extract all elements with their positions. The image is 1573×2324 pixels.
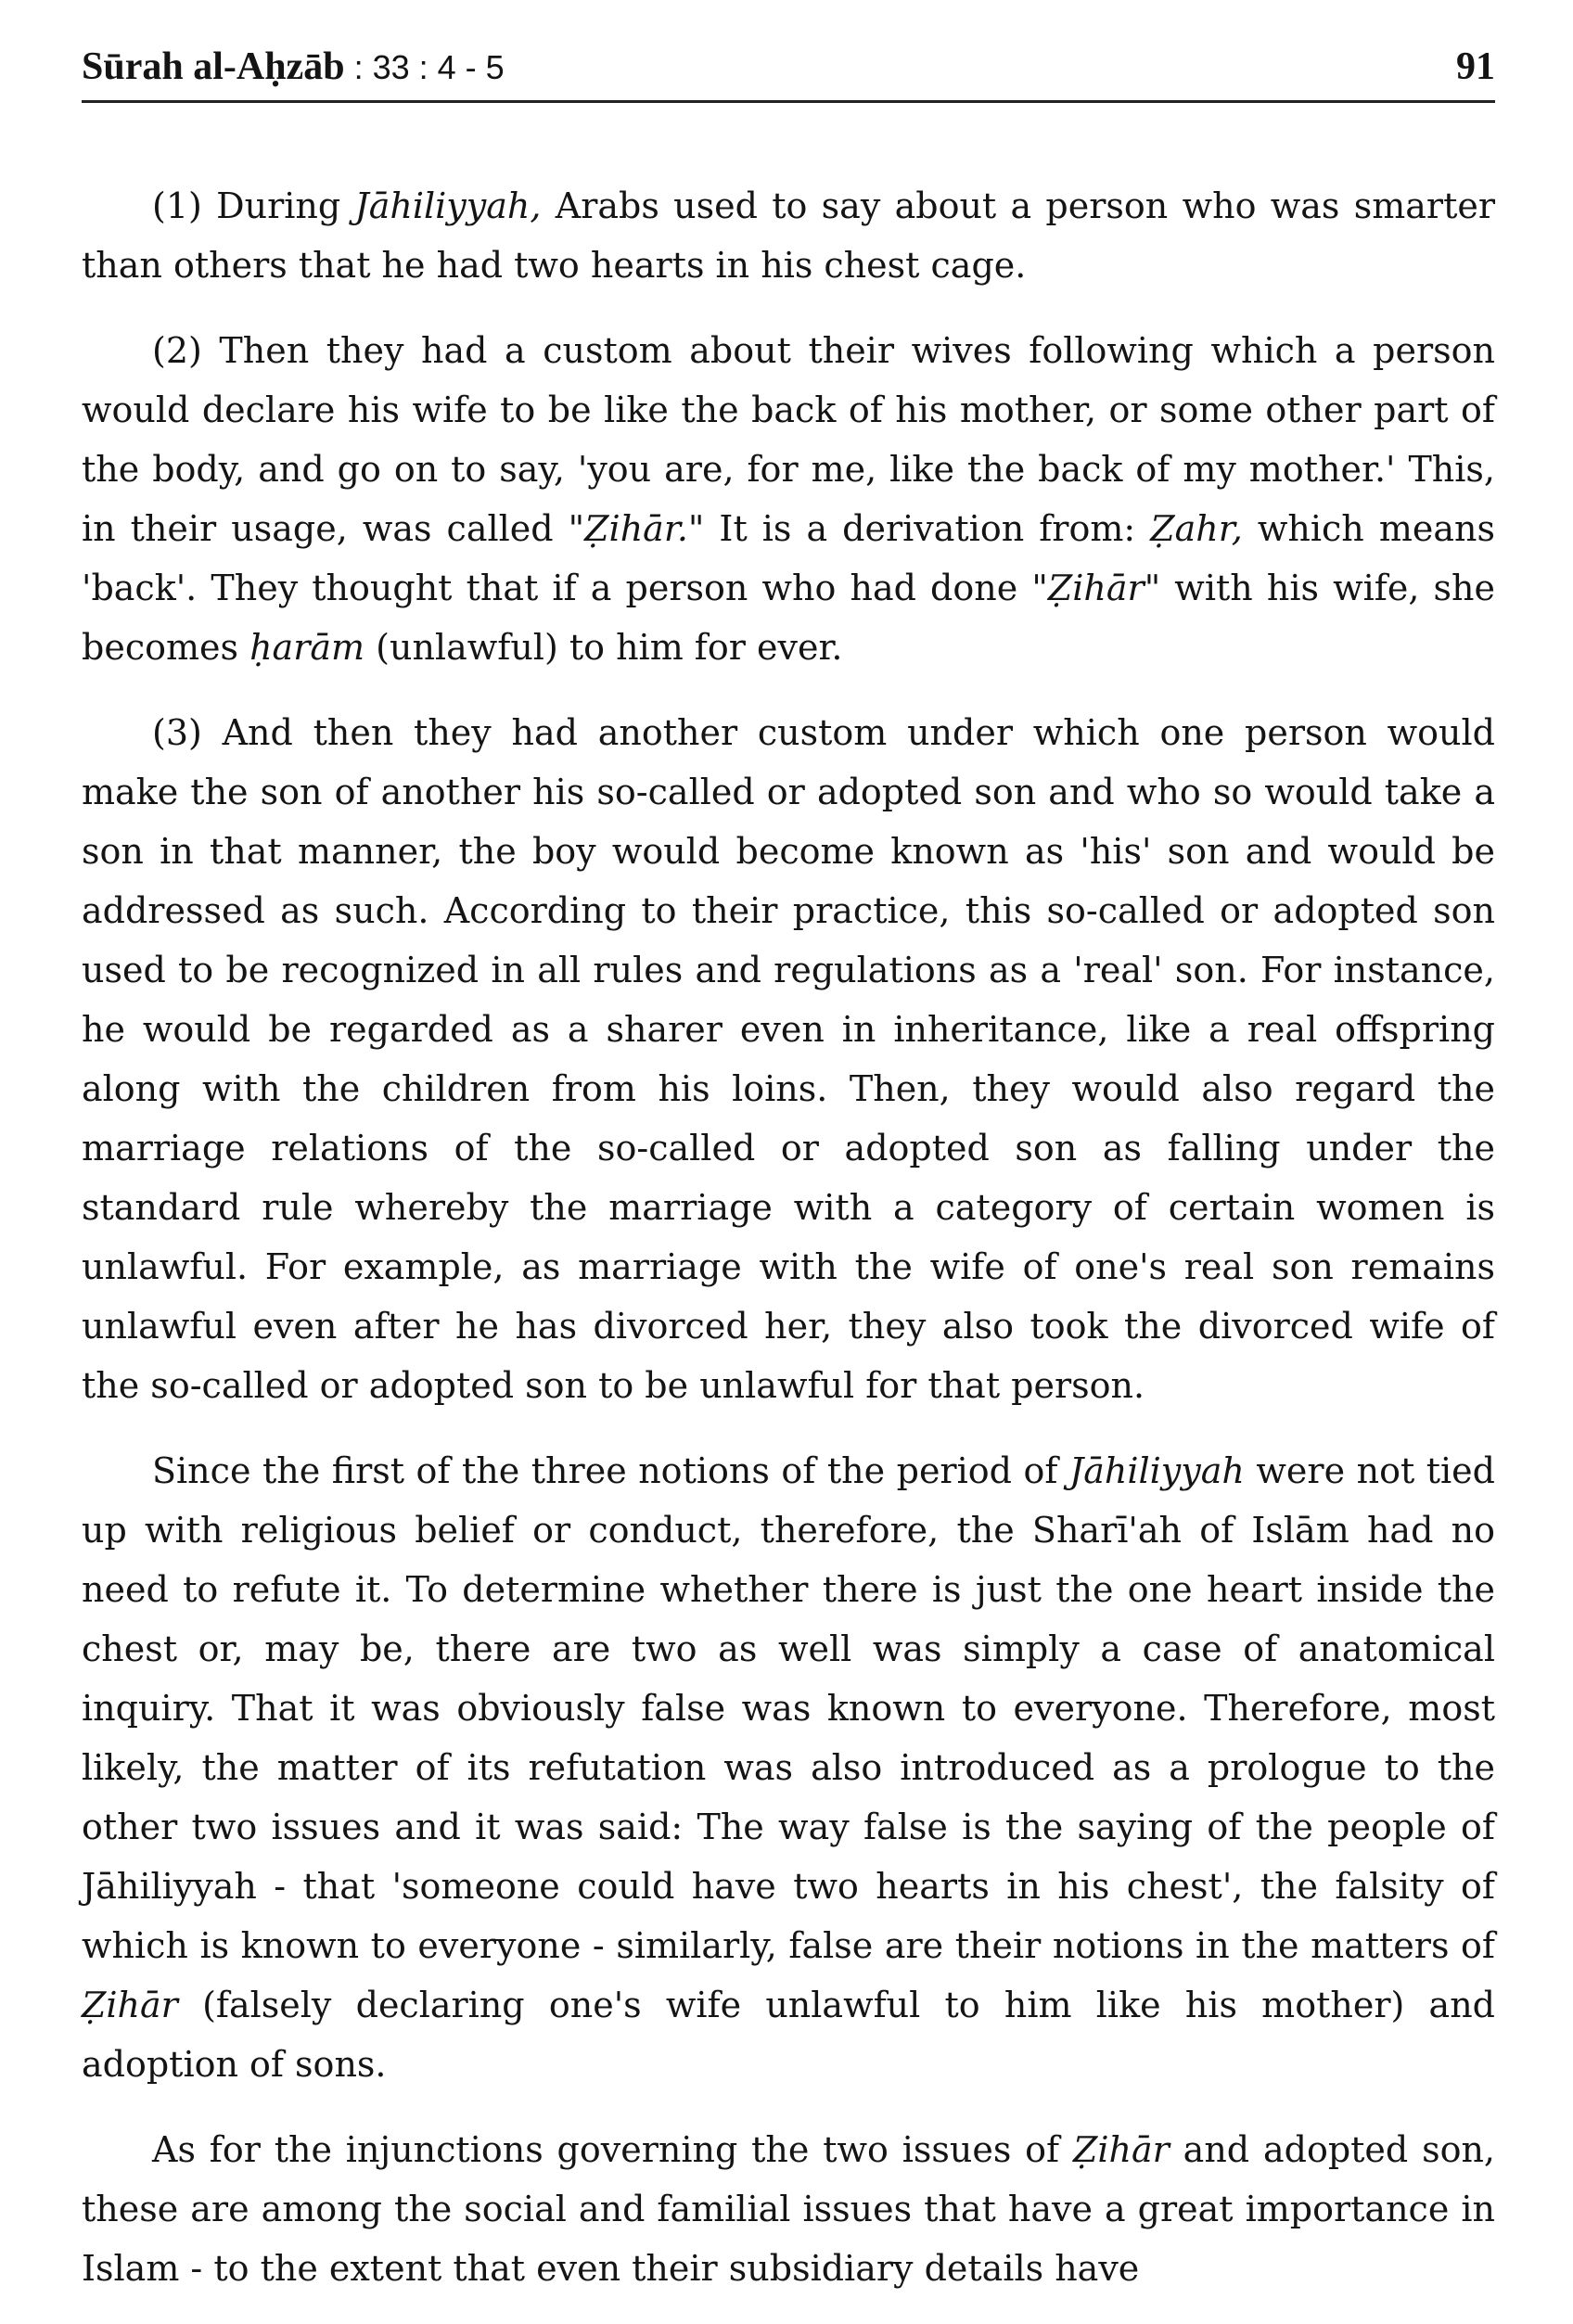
paragraph-4 bbox=[82, 1441, 1495, 2094]
chapter-title bbox=[82, 45, 505, 89]
text-run: which means 'back'. They thought that if a person who had done " bbox=[82, 508, 1495, 608]
italic-term: Ẓihār bbox=[1072, 2129, 1170, 2170]
text-run: " with his wife, she becomes bbox=[82, 568, 1496, 668]
book-page bbox=[82, 37, 1495, 2324]
text-run: (1) During bbox=[152, 185, 355, 226]
text-run: (3) And then they had another custom under which one person would make the son of another his so-called or adopted son and who so would take a son in that manner, the boy would become known as 'his' son and would be addressed as such. According to their practice, this so-called or adopted son used to be recognized in all rules and regulations as a 'real' son. For instance, he would be regarded as a sharer even in inheritance, like a real offspring along with the children from his loins. Then, they would also regard the marriage relations of the so-called or adopted son as falling under the standard rule whereby the marriage with a category of certain women is unlawful. For example, as marriage with the wife of one's real son remains unlawful even after he has divorced her, they also took the divorced wife of the so-called or adopted son to be unlawful for that person. bbox=[82, 712, 1495, 1406]
surah-name: Sūrah al-Aḥzāb bbox=[82, 45, 345, 88]
text-run: (2) Then they had a custom about their wives following which a person would declare his wife to be like the back of his mother, or some other part of the body, and go on to say, 'you are, for me, like the back of my mother.' This, in their usage, was called " bbox=[82, 330, 1495, 549]
running-head bbox=[82, 37, 1495, 102]
italic-term: Ẓihār bbox=[1047, 568, 1145, 608]
verse-reference: : 33 : 4 - 5 bbox=[344, 48, 505, 86]
italic-term: Jāhiliyyah, bbox=[354, 185, 542, 226]
header-rule bbox=[82, 100, 1495, 103]
body-text bbox=[82, 176, 1495, 2298]
paragraph-1 bbox=[82, 176, 1495, 295]
text-run: and adopted son, these are among the social and familial issues that have a great importance in Islam - to the extent that even their subsidiary details have bbox=[82, 2129, 1495, 2289]
text-run: were not tied up with religious belief or conduct, therefore, the Sharī'ah of Islām had no need to refute it. To determine whether there is just the one heart inside the chest or, may be, there are two as well was simply a case of anatomical inquiry. That it was obviously false was known to everyone. Therefore, most likely, the matter of its refutation was also introduced as a prologue to the other two issues and it was said: The way false is the saying of the people of Jāhiliyyah - that 'someone could have two hearts in his chest', the falsity of which is known to everyone - similarly, false are their notions in the matters of bbox=[82, 1450, 1495, 1966]
italic-term: Ẓahr, bbox=[1150, 508, 1243, 549]
text-run: (unlawful) to him for ever. bbox=[364, 627, 843, 668]
text-run: (falsely declaring one's wife unlawful to him like his mother) and adoption of sons. bbox=[82, 1985, 1495, 2085]
paragraph-3 bbox=[82, 703, 1495, 1415]
paragraph-5 bbox=[82, 2120, 1495, 2298]
paragraph-2 bbox=[82, 321, 1495, 677]
italic-term: Jāhiliyyah bbox=[1068, 1450, 1245, 1491]
italic-term: Ẓihār. bbox=[584, 508, 688, 549]
italic-term: Ẓihār bbox=[82, 1985, 178, 2025]
text-run: Since the first of the three notions of the period of bbox=[152, 1450, 1069, 1491]
text-run: As for the injunctions governing the two issues of bbox=[152, 2129, 1073, 2170]
page-number: 91 bbox=[1456, 45, 1495, 88]
italic-term: ḥarām bbox=[249, 627, 365, 668]
text-run: Arabs used to say about a person who was smarter than others that he had two hearts in his chest cage. bbox=[82, 185, 1495, 286]
text-run: " It is a derivation from: bbox=[687, 508, 1151, 549]
